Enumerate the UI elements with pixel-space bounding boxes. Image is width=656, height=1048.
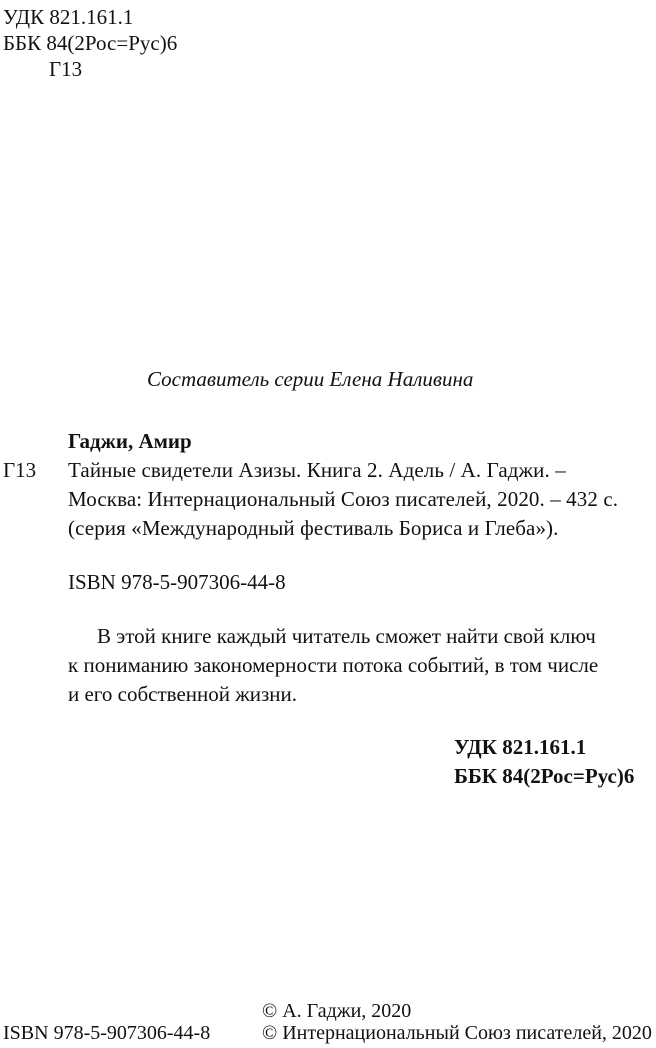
author-mark-top: Г13 <box>49 57 83 81</box>
udk-code-bottom: УДК 821.161.1 <box>454 735 587 759</box>
footer-isbn: ISBN 978-5-907306-44-8 <box>3 1022 211 1044</box>
series-compiler-credit: Составитель серии Елена Наливина <box>147 367 474 391</box>
bbk-code-bottom: ББК 84(2Рос=Рус)6 <box>454 764 635 788</box>
bbk-code-top: ББК 84(2Рос=Рус)6 <box>3 31 178 55</box>
copyright-publisher: © Интернациональный Союз писателей, 2020 <box>262 1022 652 1044</box>
udk-code-top: УДК 821.161.1 <box>3 5 134 29</box>
catalog-description-line: (серия «Международный фестиваль Бориса и Глеба»). <box>68 516 559 540</box>
catalog-description-line: Тайные свидетели Азизы. Книга 2. Адель / А. Гаджи. – <box>68 458 566 482</box>
catalog-author-mark: Г13 <box>3 458 37 482</box>
catalog-isbn: ISBN 978-5-907306-44-8 <box>68 570 286 594</box>
annotation-line: и его собственной жизни. <box>68 682 298 706</box>
catalog-author: Гаджи, Амир <box>68 429 192 453</box>
catalog-description-line: Москва: Интернациональный Союз писателей, 2020. – 432 с. <box>68 487 619 511</box>
copyright-author: © А. Гаджи, 2020 <box>262 1000 412 1022</box>
annotation-line: В этой книге каждый читатель сможет найти свой ключ <box>97 624 596 648</box>
annotation-line: к пониманию закономерности потока событий, в том числе <box>68 653 599 677</box>
